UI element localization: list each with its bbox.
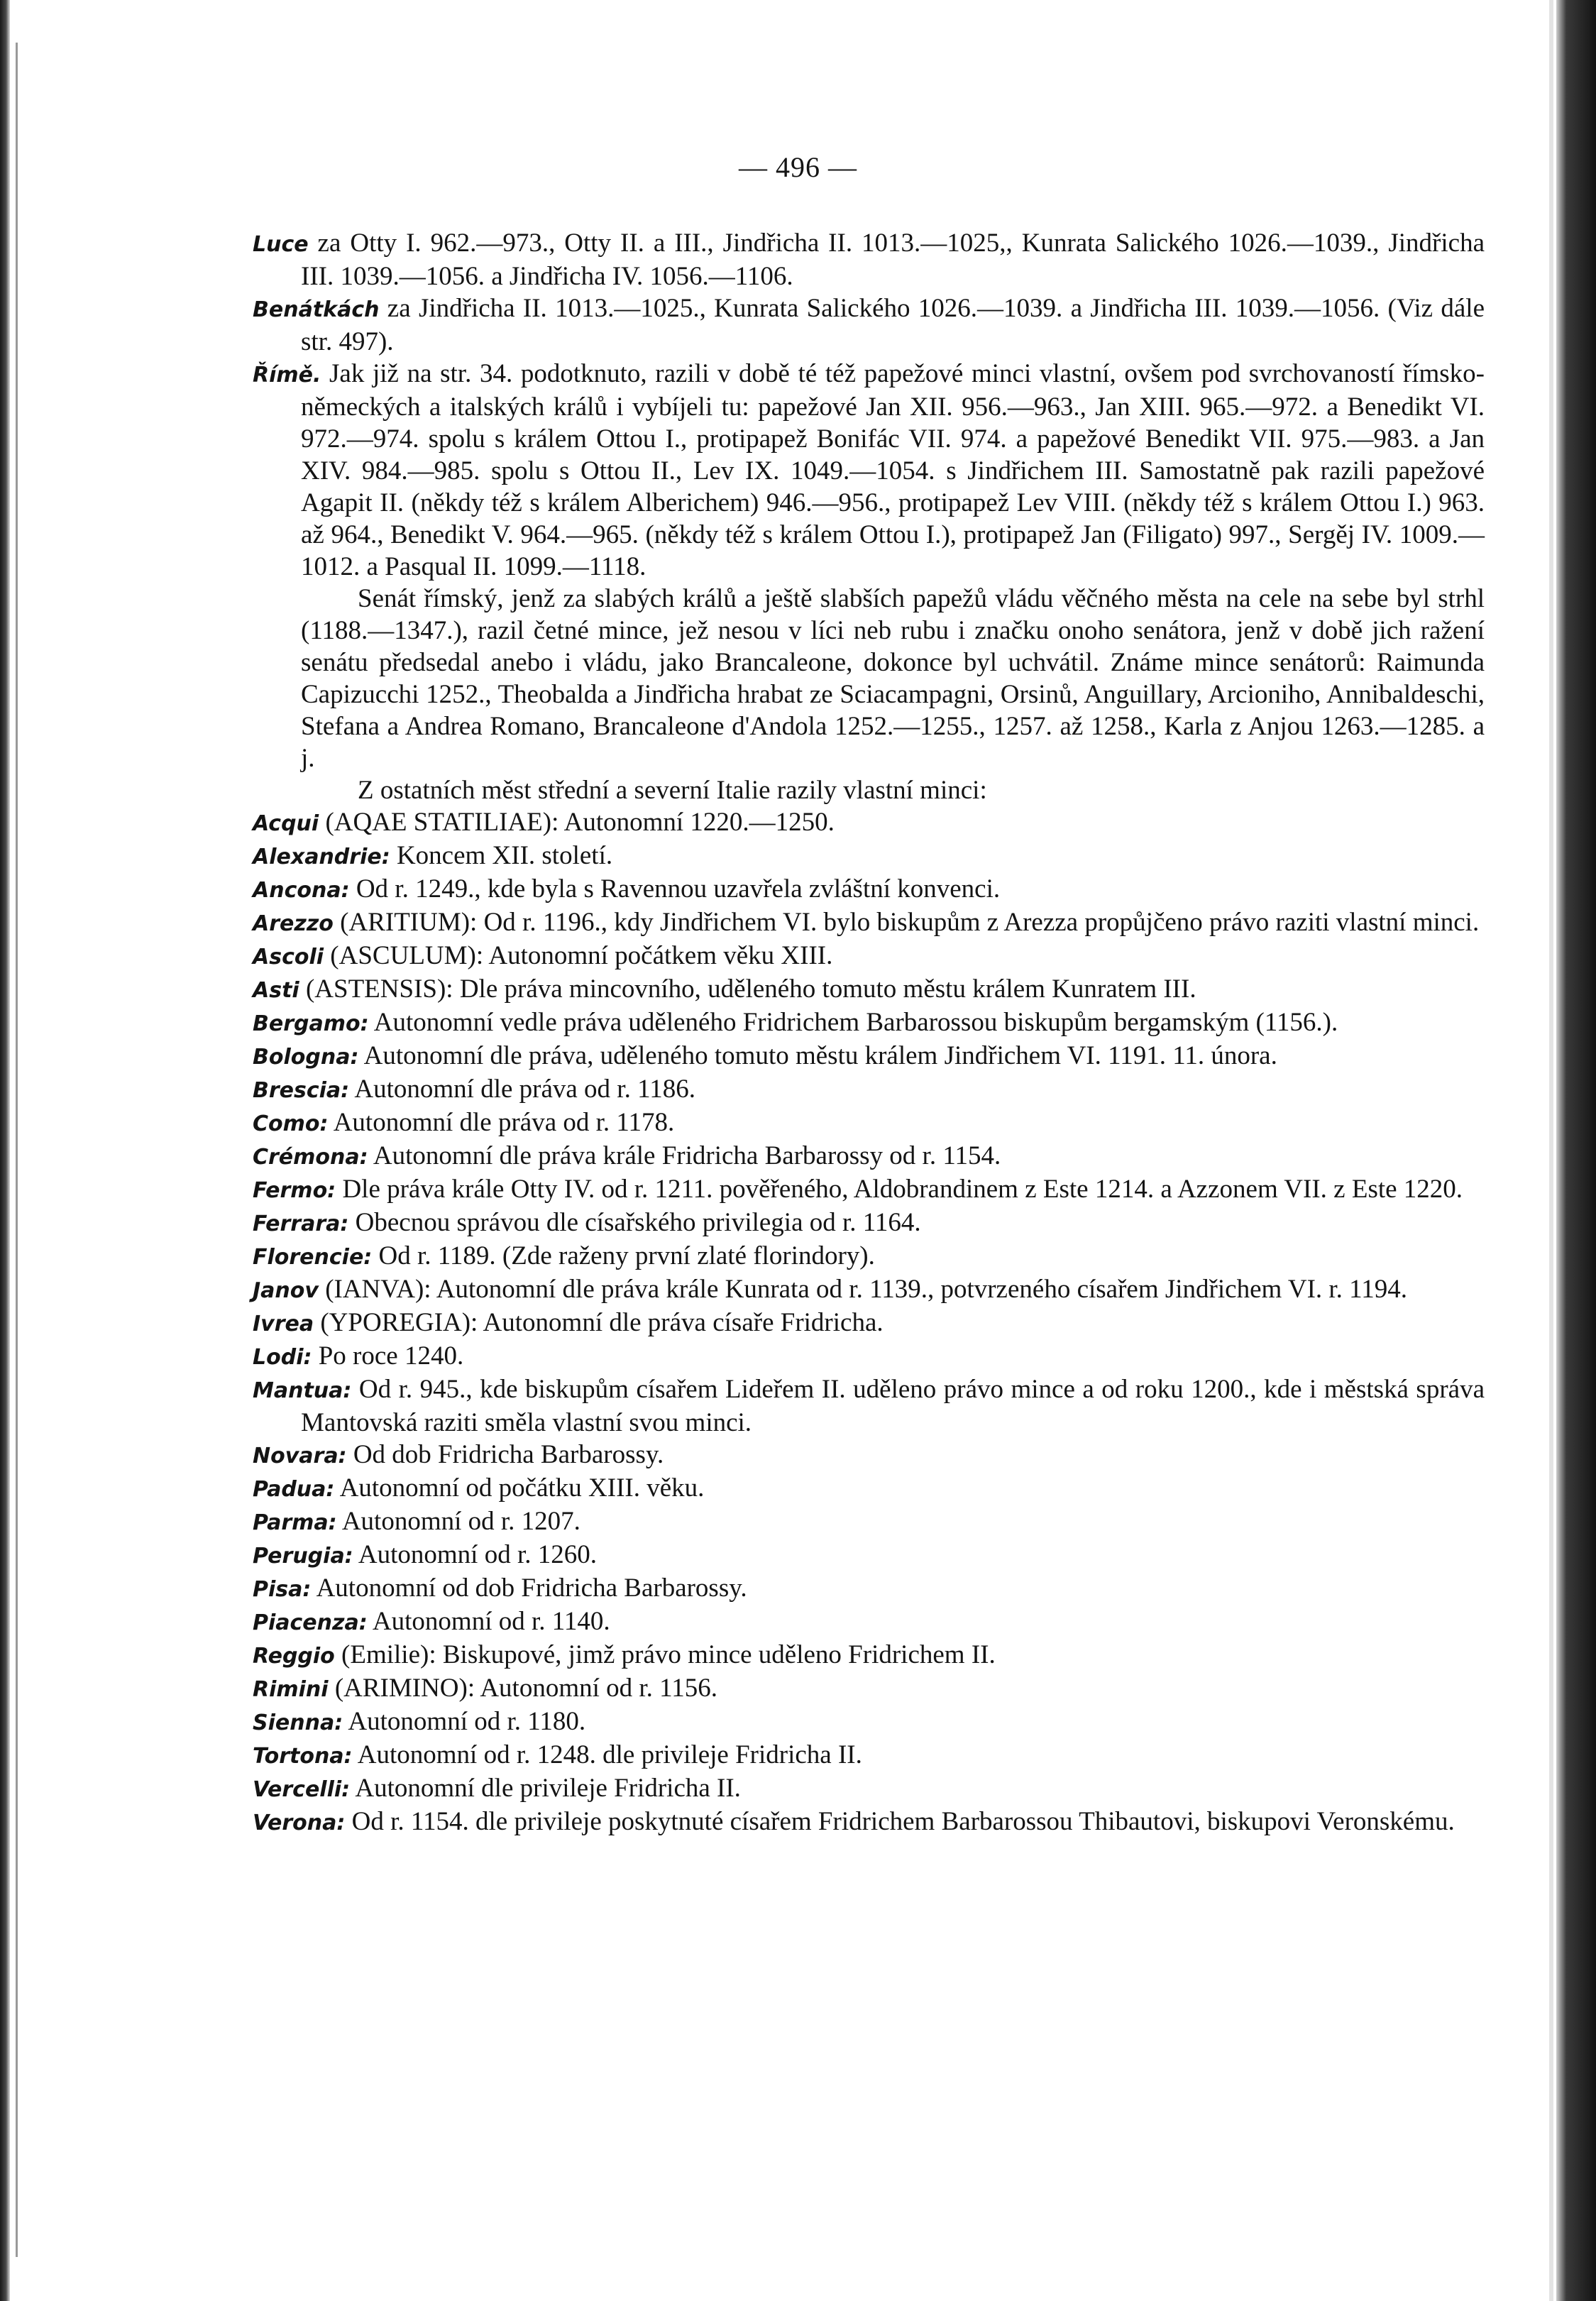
city-name: Crémona: xyxy=(253,1145,368,1170)
city-text: Autonomní dle práva krále Fridricha Barbarossy od r. 1154. xyxy=(368,1141,1001,1170)
city-text: Koncem XII. století. xyxy=(390,841,613,870)
city-text: Autonomní od r. 1180. xyxy=(343,1707,586,1736)
city-name: Arezzo xyxy=(253,911,334,936)
city-name: Florencie: xyxy=(253,1245,373,1270)
city-text: Dle práva krále Otty IV. od r. 1211. pověřeného, Aldobrandinem z Este 1214. a Azzonem VII. z Este 1220. xyxy=(336,1175,1463,1204)
city-name: Tortona: xyxy=(253,1744,353,1769)
city-text: Autonomní dle práva od r. 1178. xyxy=(328,1108,675,1137)
entry-key: Římě. xyxy=(253,363,321,388)
city-name: Rimini xyxy=(253,1677,329,1702)
entry-text: za Jindřicha II. 1013.—1025., Kunrata Salického 1026.—1039. a Jindřicha III. 1039.—1056. (Viz dále str. 497). xyxy=(301,294,1485,356)
city-entry xyxy=(253,1539,1485,1572)
city-entry xyxy=(253,1572,1485,1605)
entry-rim xyxy=(253,358,1485,583)
city-text: Autonomní od r. 1207. xyxy=(336,1507,580,1536)
city-name: Reggio xyxy=(253,1644,335,1669)
city-text: Po roce 1240. xyxy=(312,1341,464,1371)
city-entry xyxy=(253,1173,1485,1207)
city-entry xyxy=(253,1505,1485,1539)
city-name: Piacenza: xyxy=(253,1610,368,1635)
left-margin-line xyxy=(16,43,18,2257)
city-text: (ASCULUM): Autonomní počátkem věku XIII. xyxy=(324,941,833,970)
city-entry xyxy=(253,873,1485,906)
city-text: Autonomní od r. 1140. xyxy=(367,1607,610,1636)
right-page-edge-shadow xyxy=(1556,0,1596,2301)
city-text: (ARITIUM): Od r. 1196., kdy Jindřichem VI. bylo biskupům z Arezza propůjčeno právo raziti vlastní minci. xyxy=(333,908,1480,937)
city-entry xyxy=(253,1605,1485,1639)
city-name: Janov xyxy=(253,1278,319,1303)
city-entry xyxy=(253,1472,1485,1505)
city-entry xyxy=(253,1672,1485,1706)
city-text: (ASTENSIS): Dle práva mincovního, uděleného tomuto městu králem Kunratem III. xyxy=(299,974,1196,1004)
page-body xyxy=(253,227,1485,1839)
city-entry xyxy=(253,840,1485,873)
city-entry xyxy=(253,1806,1485,1839)
city-text: Od r. 1189. (Zde raženy první zlaté florindory). xyxy=(372,1241,875,1270)
city-entry xyxy=(253,1140,1485,1173)
entry-key: Benátkách xyxy=(253,297,380,322)
city-text: Autonomní od dob Fridricha Barbarossy. xyxy=(311,1574,747,1603)
city-entry xyxy=(253,940,1485,973)
city-entry xyxy=(253,1439,1485,1472)
city-name: Ancona: xyxy=(253,878,350,903)
city-name: Pisa: xyxy=(253,1577,312,1602)
city-name: Acqui xyxy=(253,811,319,836)
city-entry xyxy=(253,1073,1485,1106)
city-text: Autonomní dle privileje Fridricha II. xyxy=(350,1774,741,1803)
city-entry xyxy=(253,1639,1485,1672)
city-name: Asti xyxy=(253,978,299,1003)
city-name: Novara: xyxy=(253,1444,347,1468)
city-text: Autonomní dle práva, uděleného tomuto městu králem Jindřichem VI. 1191. 11. února. xyxy=(358,1041,1277,1070)
city-name: Ascoli xyxy=(253,945,324,970)
city-text: Autonomní od počátku XIII. věku. xyxy=(334,1473,705,1503)
city-text: Od r. 1154. dle privileje poskytnuté císařem Fridrichem Barbarossou Thibautovi, biskupovi Veronskému. xyxy=(345,1807,1455,1836)
city-entry xyxy=(253,906,1485,940)
paragraph-cities-intro: Z ostatních měst střední a severní Italie razily vlastní minci: xyxy=(358,776,987,805)
city-name: Mantua: xyxy=(253,1378,352,1403)
city-name: Parma: xyxy=(253,1510,337,1535)
city-name: Vercelli: xyxy=(253,1777,351,1802)
city-list xyxy=(253,806,1485,1839)
city-name: Perugia: xyxy=(253,1544,353,1569)
city-name: Sienna: xyxy=(253,1710,343,1735)
city-entry xyxy=(253,1772,1485,1806)
city-name: Padua: xyxy=(253,1477,335,1502)
page-number: — 496 — xyxy=(739,151,857,183)
city-name: Ferrara: xyxy=(253,1212,349,1236)
right-page-edge-highlight xyxy=(1549,0,1553,2301)
city-entry xyxy=(253,1340,1485,1373)
city-text: (IANVA): Autonomní dle práva krále Kunrata od r. 1139., potvrzeného císařem Jindřichem VI. r. 1194. xyxy=(318,1275,1408,1304)
city-name: Como: xyxy=(253,1111,329,1136)
city-entry xyxy=(253,1739,1485,1772)
entry-text: Jak již na str. 34. podotknuto, razili v době té též papežové minci vlastní, ovšem pod svrchovaností římsko-německých a italských králů i vybíjeli tu: papežové Jan XII. 956.—963., Jan XIII. 965.—972. a Benedikt VI. 972.—974. spolu s králem Ottou I., protipapež Bonifác VII. 974. a papežové Benedikt VII. 975.—983. a Jan XIV. 984.—985. spolu s Ottou II., Lev IX. 1049.—1054. s Jindřichem III. Samostatně pak razili papežové Agapit II. (někdy též s králem Alberichem) 946.—956., protipapež Lev VIII. (někdy též s králem Ottou I.) 963. až 964., Benedikt V. 964.—965. (někdy též s králem Ottou I.), protipapež Jan (Filigato) 997., Sergěj IV. 1009.—1012. a Pasqual II. 1099.—1118. xyxy=(301,359,1485,581)
city-text: (YPOREGIA): Autonomní dle práva císaře Fridricha. xyxy=(314,1308,884,1337)
city-text: (AQAE STATILIAE): Autonomní 1220.—1250. xyxy=(319,808,835,837)
paragraph-senat: Senát římský, jenž za slabých králů a ještě slabších papežů vládu věčného města na cele na sebe byl strhl (1188.—1347.), razil četné mince, jež nesou v líci neb rubu i značku onoho senátora, jenž v době jich ražení senátu předsedal anebo i vládu, jako Brancaleone, dokonce byl uchvátil. Známe mince senátorů: Raimunda Capizucchi 1252., Theobalda a Jindřicha hrabat ze Sciacampagni, Orsinů, Anguillary, Arcioniho, Annibaldeschi, Stefana a Andrea Romano, Brancaleone d'Andola 1252.—1255., 1257. až 1258., Karla z Anjou 1263.—1285. a j. xyxy=(301,584,1485,773)
entry-key: Luce xyxy=(253,232,309,257)
entry-benatky xyxy=(253,292,1485,358)
city-entry xyxy=(253,1240,1485,1273)
city-name: Brescia: xyxy=(253,1078,350,1103)
city-text: Autonomní dle práva od r. 1186. xyxy=(349,1075,695,1104)
city-entry xyxy=(253,1207,1485,1240)
city-text: (ARIMINO): Autonomní od r. 1156. xyxy=(328,1674,718,1703)
city-text: Autonomní od r. 1248. dle privileje Fridricha II. xyxy=(352,1740,862,1769)
city-name: Bologna: xyxy=(253,1045,359,1070)
city-name: Bergamo: xyxy=(253,1011,369,1036)
left-binding-shadow xyxy=(0,0,10,2301)
city-text: Od r. 1249., kde byla s Ravennou uzavřela zvláštní konvenci. xyxy=(349,874,1001,904)
city-name: Lodi: xyxy=(253,1345,312,1370)
city-text: Autonomní vedle práva uděleného Fridrichem Barbarossou biskupům bergamským (1156.). xyxy=(368,1008,1338,1037)
entry-luce xyxy=(253,227,1485,292)
city-entry xyxy=(253,1373,1485,1439)
city-text: Autonomní od r. 1260. xyxy=(353,1540,597,1569)
city-name: Fermo: xyxy=(253,1178,336,1203)
city-entry xyxy=(253,806,1485,840)
city-entry xyxy=(253,1307,1485,1340)
city-text: (Emilie): Biskupové, jimž právo mince uděleno Fridrichem II. xyxy=(334,1640,996,1669)
city-entry xyxy=(253,1273,1485,1307)
entry-text: za Otty I. 962.—973., Otty II. a III., Jindřicha II. 1013.—1025,, Kunrata Salického 1026.—1039., Jindřicha III. 1039.—1056. a Jindřicha IV. 1056.—1106. xyxy=(301,229,1485,291)
city-name: Ivrea xyxy=(253,1312,314,1336)
city-name: Alexandrie: xyxy=(253,845,390,869)
city-text: Obecnou správou dle císařského privilegia od r. 1164. xyxy=(348,1208,921,1237)
city-entry xyxy=(253,1706,1485,1739)
city-entry xyxy=(253,973,1485,1006)
city-text: Od r. 945., kde biskupům císařem Lideřem II. uděleno právo mince a od roku 1200., kde i městská správa Mantovská raziti směla vlastní svou minci. xyxy=(301,1375,1485,1437)
city-text: Od dob Fridricha Barbarossy. xyxy=(346,1440,664,1469)
city-entry xyxy=(253,1006,1485,1040)
city-name: Verona: xyxy=(253,1811,346,1835)
city-entry xyxy=(253,1040,1485,1073)
city-entry xyxy=(253,1106,1485,1140)
